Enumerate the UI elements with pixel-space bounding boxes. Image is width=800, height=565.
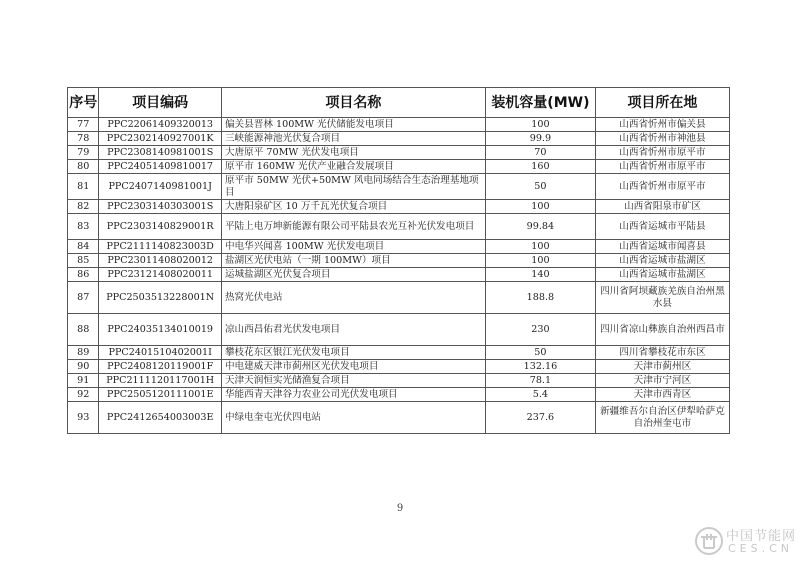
cell-location: 天津市西青区 <box>595 388 729 402</box>
cell-code: PPC2412654003003E <box>99 402 222 434</box>
cell-location: 山西省忻州市偏关县 <box>595 118 729 132</box>
cell-code: PPC2111120117001H <box>99 374 222 388</box>
cell-name: 原平市 50MW 光伏+50MW 风电同场结合生态治理基地项目 <box>221 174 485 200</box>
cell-name: 平陆上电万坤新能源有限公司平陆县农光互补光伏发电项目 <box>221 214 485 240</box>
cell-seq: 82 <box>68 200 99 214</box>
table-row <box>68 118 730 132</box>
cell-seq: 77 <box>68 118 99 132</box>
cell-location: 四川省凉山彝族自治州西昌市 <box>595 314 729 346</box>
cell-capacity: 188.8 <box>485 282 595 314</box>
cell-capacity: 160 <box>485 160 595 174</box>
table-row <box>68 282 730 314</box>
cell-capacity: 230 <box>485 314 595 346</box>
table-row <box>68 402 730 434</box>
table-row <box>68 160 730 174</box>
cell-seq: 88 <box>68 314 99 346</box>
cell-location: 山西省运城市闻喜县 <box>595 240 729 254</box>
table-row <box>68 388 730 402</box>
cell-location: 山西省忻州市原平市 <box>595 174 729 200</box>
cell-code: PPC2303140303001S <box>99 200 222 214</box>
page-number: 9 <box>396 503 404 514</box>
table-row <box>68 146 730 160</box>
cell-seq: 86 <box>68 268 99 282</box>
cell-name: 中电华兴闻喜 100MW 光伏发电项目 <box>221 240 485 254</box>
table-row <box>68 314 730 346</box>
cell-capacity: 99.84 <box>485 214 595 240</box>
cell-capacity: 50 <box>485 174 595 200</box>
cell-location: 山西省运城市盐湖区 <box>595 268 729 282</box>
cell-capacity: 100 <box>485 240 595 254</box>
cell-name: 攀枝花东区银江光伏发电项目 <box>221 346 485 360</box>
cell-location: 山西省阳泉市矿区 <box>595 200 729 214</box>
cell-code: PPC23011408020012 <box>99 254 222 268</box>
table-header-row <box>68 88 730 118</box>
header-capacity: 装机容量(MW) <box>485 88 595 118</box>
table-row <box>68 374 730 388</box>
cell-code: PPC22061409320013 <box>99 118 222 132</box>
table-row <box>68 214 730 240</box>
cell-location: 山西省忻州市原平市 <box>595 160 729 174</box>
cell-code: PPC2308140981001S <box>99 146 222 160</box>
cell-capacity: 100 <box>485 200 595 214</box>
cell-seq: 80 <box>68 160 99 174</box>
header-code: 项目编码 <box>99 88 222 118</box>
header-name: 项目名称 <box>221 88 485 118</box>
cell-location: 山西省运城市盐湖区 <box>595 254 729 268</box>
table-body <box>68 118 730 434</box>
table-row <box>68 174 730 200</box>
cell-name: 天津天润恒实光储渔复合项目 <box>221 374 485 388</box>
cell-code: PPC2401510402001I <box>99 346 222 360</box>
cell-capacity: 99.9 <box>485 132 595 146</box>
watermark-text-cn: 中国节能网 <box>726 529 797 544</box>
cell-seq: 84 <box>68 240 99 254</box>
cell-name: 原平市 160MW 光伏产业融合发展项目 <box>221 160 485 174</box>
cell-seq: 83 <box>68 214 99 240</box>
cell-code: PPC2407140981001J <box>99 174 222 200</box>
cell-seq: 87 <box>68 282 99 314</box>
cell-location: 山西省忻州市神池县 <box>595 132 729 146</box>
cell-seq: 92 <box>68 388 99 402</box>
cell-seq: 78 <box>68 132 99 146</box>
cell-seq: 90 <box>68 360 99 374</box>
cell-name: 华能西青天津谷力农业公司光伏发电项目 <box>221 388 485 402</box>
cell-name: 大唐原平 70MW 光伏发电项目 <box>221 146 485 160</box>
cell-capacity: 100 <box>485 118 595 132</box>
cell-code: PPC2302140927001K <box>99 132 222 146</box>
cell-name: 盐湖区光伏电站（一期 100MW）项目 <box>221 254 485 268</box>
cell-code: PPC24035134010019 <box>99 314 222 346</box>
cell-seq: 79 <box>68 146 99 160</box>
cell-capacity: 5.4 <box>485 388 595 402</box>
cell-capacity: 140 <box>485 268 595 282</box>
table-row <box>68 360 730 374</box>
cell-capacity: 100 <box>485 254 595 268</box>
cell-name: 运城盐湖区光伏复合项目 <box>221 268 485 282</box>
cell-name: 偏关县晋林 100MW 光伏储能发电项目 <box>221 118 485 132</box>
projects-table <box>67 87 730 434</box>
cell-capacity: 132.16 <box>485 360 595 374</box>
watermark-text-en: CES.CN <box>728 542 794 555</box>
watermark <box>694 524 798 562</box>
cell-name: 凉山西昌佑君光伏发电项目 <box>221 314 485 346</box>
cell-location: 四川省攀枝花市东区 <box>595 346 729 360</box>
cell-seq: 85 <box>68 254 99 268</box>
cell-location: 山西省忻州市原平市 <box>595 146 729 160</box>
cell-code: PPC2503513228001N <box>99 282 222 314</box>
cell-name: 中电建威天津市蓟州区光伏发电项目 <box>221 360 485 374</box>
cell-location: 天津市蓟州区 <box>595 360 729 374</box>
table-row <box>68 346 730 360</box>
header-seq: 序号 <box>68 88 99 118</box>
table-row <box>68 132 730 146</box>
cell-capacity: 78.1 <box>485 374 595 388</box>
cell-name: 三峡能源神池光伏复合项目 <box>221 132 485 146</box>
cell-location: 天津市宁河区 <box>595 374 729 388</box>
cell-code: PPC24051409810017 <box>99 160 222 174</box>
cell-capacity: 70 <box>485 146 595 160</box>
cell-location: 山西省运城市平陆县 <box>595 214 729 240</box>
ces-logo-icon <box>694 526 724 556</box>
table-row <box>68 254 730 268</box>
table-row <box>68 268 730 282</box>
cell-code: PPC23121408020011 <box>99 268 222 282</box>
cell-code: PPC2303140829001R <box>99 214 222 240</box>
cell-seq: 89 <box>68 346 99 360</box>
cell-capacity: 237.6 <box>485 402 595 434</box>
cell-seq: 93 <box>68 402 99 434</box>
cell-seq: 91 <box>68 374 99 388</box>
cell-location: 四川省阿坝藏族羌族自治州黑水县 <box>595 282 729 314</box>
cell-location: 新疆维吾尔自治区伊犁哈萨克自治州奎屯市 <box>595 402 729 434</box>
cell-name: 中绿电奎屯光伏四电站 <box>221 402 485 434</box>
header-location: 项目所在地 <box>595 88 729 118</box>
cell-code: PPC2111140823003D <box>99 240 222 254</box>
table-row <box>68 240 730 254</box>
cell-capacity: 50 <box>485 346 595 360</box>
table-row <box>68 200 730 214</box>
cell-seq: 81 <box>68 174 99 200</box>
cell-name: 热窝光伏电站 <box>221 282 485 314</box>
cell-code: PPC2408120119001F <box>99 360 222 374</box>
cell-code: PPC2505120111001E <box>99 388 222 402</box>
cell-name: 大唐阳泉矿区 10 万千瓦光伏复合项目 <box>221 200 485 214</box>
